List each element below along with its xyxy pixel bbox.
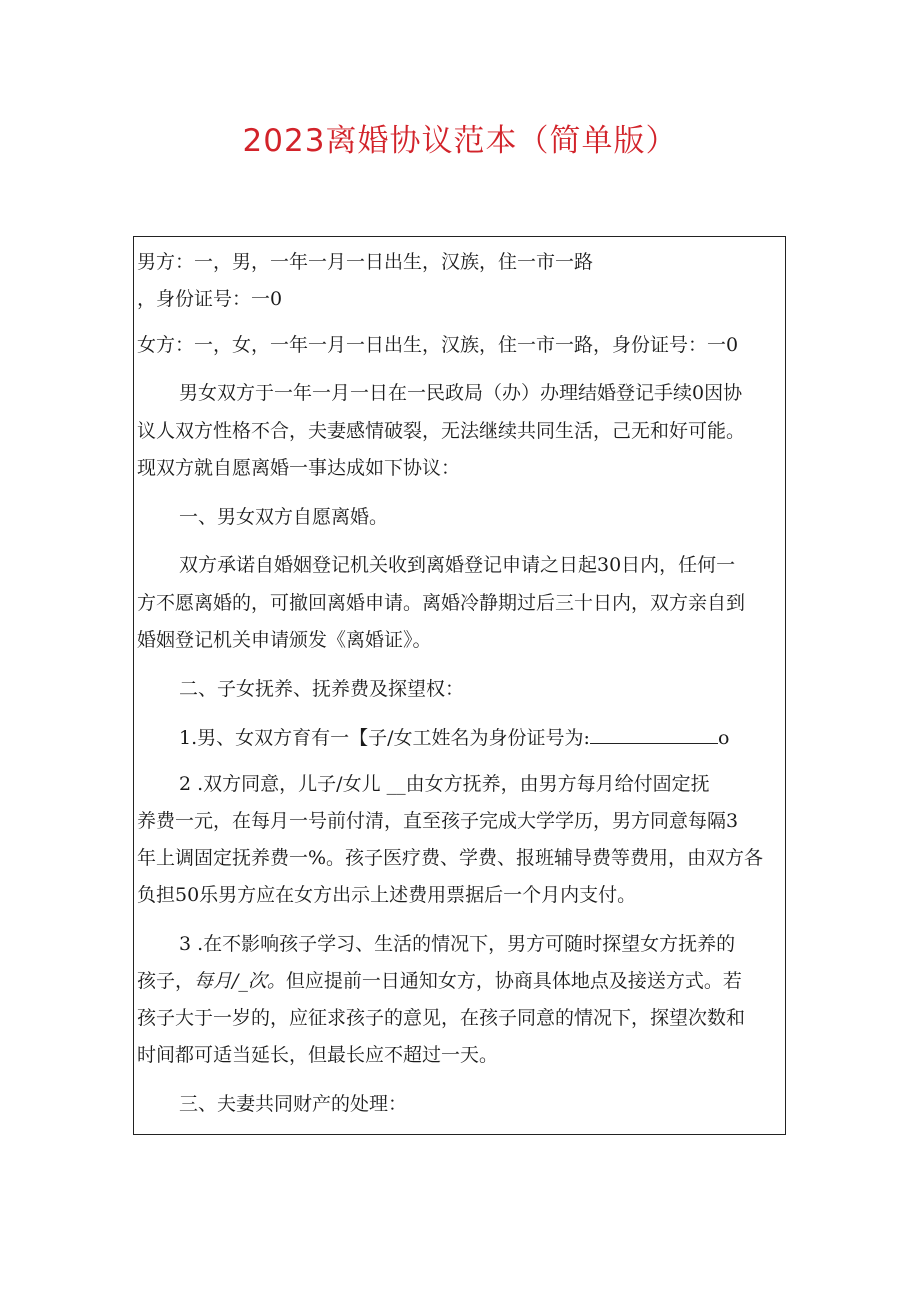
section-1-line-2: 方不愿离婚的，可撤回离婚申请。离婚冷静期过后三十日内，双方亲自到 — [137, 592, 746, 614]
intro-line-1: 男女双方于一年一月一日在一民政局（办）办理结婚登记手续0因协 — [179, 382, 743, 404]
section-2-item-2-line-1: 2 .双方同意，儿子/女儿 __由女方抚养，由男方每月给付固定抚 — [179, 773, 710, 795]
section-2-item-3-line-2b: 每月/_次。 — [194, 970, 286, 992]
section-1-heading: 一、男女双方自愿离婚。 — [179, 506, 389, 528]
section-2-item-2-line-2: 养费一元，在每月一号前付清，直至孩子完成大学学历，男方同意每隔3 — [137, 810, 739, 832]
section-2-item-1-end: o — [717, 727, 730, 749]
section-2-item-3-line-4: 时间都可适当延长，但最长应不超过一天。 — [137, 1044, 499, 1066]
section-2-item-2-line-4: 负担50乐男方应在女方出示上述费用票据后一个月内支付。 — [137, 884, 637, 906]
section-2-item-2-line-3: 年上调固定抚养费一%。孩子医疗费、学费、报班辅导费等费用，由双方各 — [137, 847, 764, 869]
man-info-line-2: ，身份证号：一0 — [137, 288, 283, 310]
section-2-item-3-line-1: 3 .在不影响孩子学习、生活的情况下，男方可随时探望女方抚养的 — [179, 933, 736, 955]
man-info-line-1: 男方：一，男，一年一月一日出生，汉族，住一市一路 — [137, 251, 594, 273]
section-2-heading: 二、子女抚养、抚养费及探望权： — [179, 678, 465, 700]
section-2-item-3-line-2 — [137, 966, 742, 996]
document-title: 2023离婚协议范本（简单版） — [242, 123, 678, 159]
section-3-heading: 三、夫妻共同财产的处理： — [179, 1093, 408, 1115]
section-2-item-3-line-3: 孩子大于一岁的，应征求孩子的意见，在孩子同意的情况下，探望次数和 — [137, 1007, 746, 1029]
agreement-body-box — [133, 236, 786, 1135]
section-2-item-3-line-2a: 孩子， — [137, 970, 195, 992]
intro-line-2: 议人双方性格不合，夫妻感情破裂，无法继续共同生活，己无和好可能。 — [137, 420, 746, 442]
section-1-line-1: 双方承诺自婚姻登记机关收到离婚登记申请之日起30日内，任何一 — [179, 554, 736, 576]
section-2-item-3-line-2c: 但应提前一日通知女方，协商具体地点及接送方式。若 — [285, 970, 742, 992]
section-1-line-3: 婚姻登记机关申请颁发《离婚证》。 — [137, 629, 432, 651]
woman-info-line: 女方：一，女，一年一月一日出生，汉族，住一市一路，身份证号：一0 — [137, 334, 739, 356]
intro-line-3: 现双方就自愿离婚一事达成如下协议： — [137, 457, 461, 479]
section-2-item-1 — [179, 721, 729, 753]
blank-underline — [590, 721, 718, 744]
section-2-item-1-text: 1.男、女双方育有一【子/女工姓名为身份证号为: — [179, 727, 590, 749]
